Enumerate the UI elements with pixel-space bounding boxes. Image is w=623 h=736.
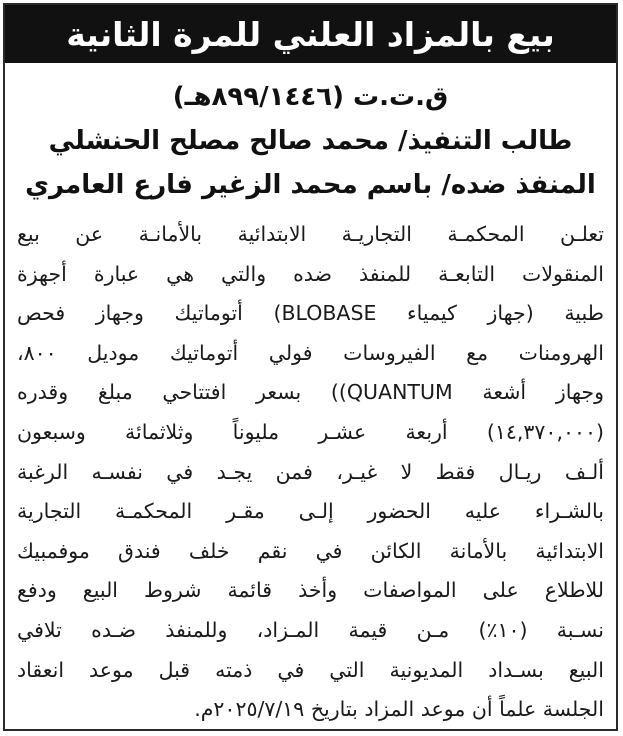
body-line: وجهاز أشعة QUANTUM)) بسعر افتتاحي مبلغ وقدره	[17, 380, 604, 405]
body-line: تعلـن المحكمـة التجاريـة الابتدائية بالأمانـة عن بيع	[17, 222, 604, 246]
body-line: طبية (جهاز كيمياء BLOBASE) أتوماتيك وجهاز فحص	[17, 301, 604, 326]
case-info	[19, 75, 602, 207]
body-line: الابتدائية بالأمانة الكائن في نقم خلف فندق موفمبيك	[17, 538, 604, 563]
body-line: المنقولات التابعـة للمنفذ ضده والتي هي عبارة أجهزة	[17, 261, 604, 286]
notice-body	[17, 215, 604, 730]
applicant-line: طالب التنفيذ/ محمد صالح مصلح الحنشلي	[48, 126, 573, 156]
notice-title: بيع بالمزاد العلني للمرة الثانية	[66, 14, 555, 54]
body-line: بالشـراء عليه الحضور إلـى مقـر المحكمـة التجارية	[17, 499, 604, 524]
body-line: للاطلاع على المواصفات وأخذ قائمة شروط البيع ودفع	[17, 578, 604, 603]
header-bar	[5, 5, 616, 63]
body-line: نسـبة (١٠٪) مـن قيمة المـزاد، وللمنفذ ضـده تلافي	[17, 617, 604, 642]
respondent-line: المنفذ ضده/ باسم محمد الزغير فارع العامري	[25, 170, 596, 200]
body-line: ألـف ريـال فقط لا غيـر، فمن يجـد في نفسـه الرغبة	[17, 459, 604, 484]
case-reference: ق.ت.ت (٨٩٩/١٤٤٦هـ)	[172, 82, 449, 112]
notice-frame	[3, 3, 618, 731]
body-line: البيع بسـداد المديونية التي في ذمته قبل موعد انعقاد	[17, 657, 604, 682]
body-line: الجلسة علماً أن موعد المزاد بتاريخ ٢٠٢٥/٧/١٩م.	[194, 697, 604, 722]
body-line: الهرومنات مع الفيروسات فولي أتوماتيك موديل ٨٠٠،	[17, 340, 604, 365]
body-line: (١٤,٣٧٠,٠٠٠) أربعة عشـر مليوناً وثلاثمائة وسبعون	[17, 419, 604, 444]
